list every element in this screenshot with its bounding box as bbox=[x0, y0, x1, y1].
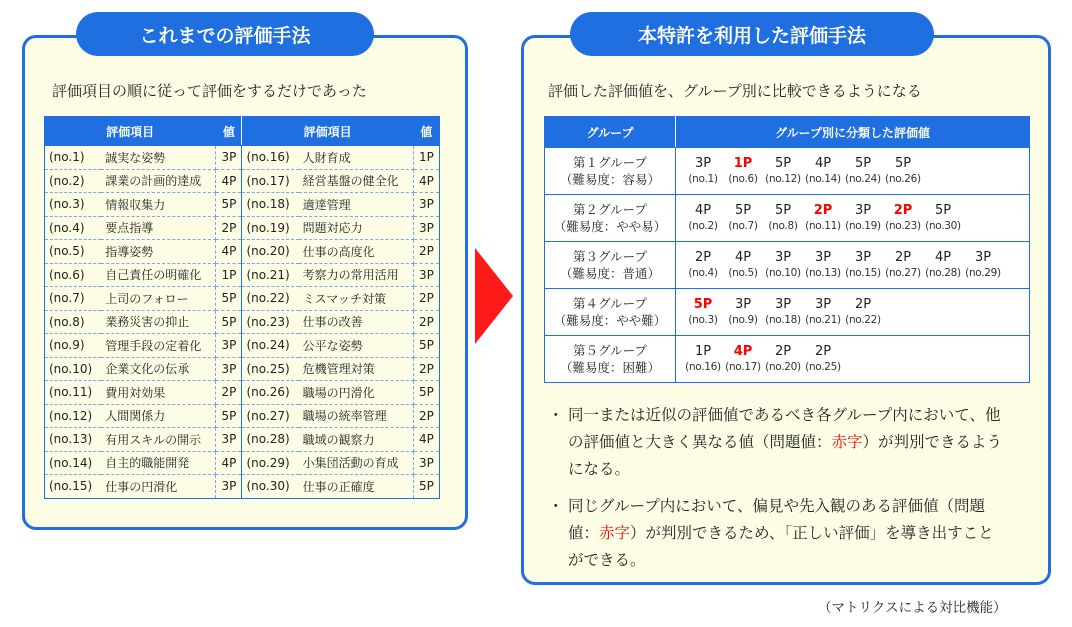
item-value: 3P bbox=[216, 146, 242, 170]
group-name-cell bbox=[545, 195, 676, 242]
group-item-number: (no.22) bbox=[845, 313, 881, 326]
group-value: 5P bbox=[854, 155, 872, 171]
left-panel-subtitle: 評価項目の順に従って評価をするだけであった bbox=[52, 82, 367, 100]
table-row bbox=[45, 428, 440, 452]
group-value-item bbox=[803, 156, 843, 187]
item-value: 3P bbox=[413, 451, 439, 475]
item-name: 情報収集力 bbox=[101, 193, 216, 217]
group-values bbox=[677, 156, 1028, 187]
group-values bbox=[677, 250, 1028, 281]
problem-value: 2P bbox=[893, 202, 913, 218]
item-value: 2P bbox=[413, 357, 439, 381]
item-number: (no.10) bbox=[45, 357, 102, 381]
group-values-cell bbox=[676, 336, 1030, 383]
item-name: 自己責任の明確化 bbox=[101, 263, 216, 287]
item-name: 企業文化の伝承 bbox=[101, 357, 216, 381]
group-item-number: (no.21) bbox=[805, 313, 841, 326]
group-difficulty: （難易度：やや易） bbox=[553, 219, 667, 234]
group-value: 2P bbox=[854, 296, 872, 312]
group-value-item bbox=[763, 250, 803, 281]
header-group: グループ bbox=[545, 117, 676, 148]
note-text-after: ）が判別できるため、「正しい評価」を導き出すことができる。 bbox=[568, 524, 994, 569]
table-row bbox=[545, 289, 1030, 336]
item-value: 3P bbox=[413, 193, 439, 217]
item-value: 3P bbox=[216, 334, 242, 358]
item-value: 2P bbox=[413, 240, 439, 264]
group-item-number: (no.24) bbox=[845, 172, 881, 185]
group-value: 3P bbox=[814, 249, 832, 265]
group-value-item bbox=[843, 297, 883, 328]
item-name: 費用対効果 bbox=[101, 381, 216, 405]
group-value: 2P bbox=[774, 343, 792, 359]
item-name: 仕事の改善 bbox=[299, 310, 414, 334]
item-number: (no.6) bbox=[45, 263, 102, 287]
item-name: 仕事の円滑化 bbox=[101, 475, 216, 499]
group-values-cell bbox=[676, 242, 1030, 289]
item-number: (no.28) bbox=[242, 428, 299, 452]
problem-value: 1P bbox=[733, 155, 753, 171]
group-name: 第３グループ bbox=[572, 249, 647, 264]
group-values bbox=[677, 344, 1028, 375]
group-value-item bbox=[883, 203, 923, 234]
item-value: 2P bbox=[413, 404, 439, 428]
item-value: 4P bbox=[216, 169, 242, 193]
group-value-item bbox=[843, 156, 883, 187]
group-value-item bbox=[963, 250, 1003, 281]
group-item-number: (no.27) bbox=[885, 266, 921, 279]
item-name: 業務災害の抑止 bbox=[101, 310, 216, 334]
note-text-after: ）が判別できるようになる。 bbox=[568, 433, 1003, 478]
item-value: 4P bbox=[413, 428, 439, 452]
caption: （マトリクスによる対比機能） bbox=[818, 600, 1007, 616]
table-row bbox=[45, 287, 440, 311]
group-item-number: (no.26) bbox=[885, 172, 921, 185]
left-panel-title: これまでの評価手法 bbox=[76, 12, 374, 56]
item-value: 2P bbox=[216, 381, 242, 405]
item-value: 3P bbox=[216, 475, 242, 499]
group-value-item bbox=[843, 203, 883, 234]
item-number: (no.2) bbox=[45, 169, 102, 193]
table-row bbox=[45, 475, 440, 499]
table-row bbox=[45, 146, 440, 170]
item-name: 誠実な姿勢 bbox=[101, 146, 216, 170]
item-value: 4P bbox=[413, 169, 439, 193]
group-value-item bbox=[683, 156, 723, 187]
table-row bbox=[45, 404, 440, 428]
group-item-number: (no.23) bbox=[885, 219, 921, 232]
table-row bbox=[545, 148, 1030, 195]
table-row bbox=[45, 334, 440, 358]
item-name: 仕事の正確度 bbox=[299, 475, 414, 499]
group-item-number: (no.30) bbox=[925, 219, 961, 232]
item-name: 経営基盤の健全化 bbox=[299, 169, 414, 193]
group-value: 2P bbox=[894, 249, 912, 265]
group-item-number: (no.25) bbox=[805, 360, 841, 373]
note-highlight: 赤字 bbox=[599, 524, 631, 542]
problem-value: 5P bbox=[693, 296, 713, 312]
item-value: 5P bbox=[216, 310, 242, 334]
item-value: 2P bbox=[216, 216, 242, 240]
group-value: 4P bbox=[814, 155, 832, 171]
group-value: 4P bbox=[734, 249, 752, 265]
item-number: (no.15) bbox=[45, 475, 102, 499]
group-values bbox=[677, 297, 1028, 328]
item-value: 5P bbox=[216, 404, 242, 428]
item-number: (no.14) bbox=[45, 451, 102, 475]
note-item bbox=[548, 493, 1008, 574]
header-item-2: 評価項目 bbox=[242, 117, 413, 146]
group-name-cell bbox=[545, 242, 676, 289]
group-item-number: (no.18) bbox=[765, 313, 801, 326]
group-item-number: (no.11) bbox=[805, 219, 841, 232]
group-value: 3P bbox=[974, 249, 992, 265]
item-value: 5P bbox=[216, 193, 242, 217]
header-item-1: 評価項目 bbox=[45, 117, 216, 146]
group-value-item bbox=[683, 297, 723, 328]
table-row bbox=[45, 451, 440, 475]
group-item-number: (no.3) bbox=[688, 313, 718, 326]
group-value-item bbox=[723, 250, 763, 281]
item-value: 3P bbox=[216, 428, 242, 452]
table-row bbox=[45, 193, 440, 217]
item-number: (no.12) bbox=[45, 404, 102, 428]
group-value-item bbox=[923, 203, 963, 234]
item-name: 人財育成 bbox=[299, 146, 414, 170]
table-row bbox=[45, 381, 440, 405]
group-item-number: (no.9) bbox=[728, 313, 758, 326]
group-value-item bbox=[883, 156, 923, 187]
item-value: 5P bbox=[216, 287, 242, 311]
group-item-number: (no.2) bbox=[688, 219, 718, 232]
group-name: 第４グループ bbox=[572, 296, 647, 311]
group-name: 第５グループ bbox=[572, 343, 647, 358]
group-item-number: (no.28) bbox=[925, 266, 961, 279]
item-name: 危機管理対策 bbox=[299, 357, 414, 381]
group-value: 3P bbox=[814, 296, 832, 312]
group-name-cell bbox=[545, 289, 676, 336]
table-row bbox=[45, 310, 440, 334]
item-name: 小集団活動の育成 bbox=[299, 451, 414, 475]
item-number: (no.20) bbox=[242, 240, 299, 264]
item-name: 自主的職能開発 bbox=[101, 451, 216, 475]
item-number: (no.23) bbox=[242, 310, 299, 334]
item-value: 5P bbox=[413, 334, 439, 358]
group-item-number: (no.1) bbox=[688, 172, 718, 185]
group-item-number: (no.19) bbox=[845, 219, 881, 232]
group-item-number: (no.17) bbox=[725, 360, 761, 373]
item-name: 問題対応力 bbox=[299, 216, 414, 240]
item-number: (no.4) bbox=[45, 216, 102, 240]
table-row bbox=[45, 240, 440, 264]
note-highlight: 赤字 bbox=[831, 433, 863, 451]
notes-list bbox=[548, 402, 1008, 584]
item-value: 4P bbox=[216, 240, 242, 264]
item-number: (no.18) bbox=[242, 193, 299, 217]
item-name: 職域の観察力 bbox=[299, 428, 414, 452]
table-row bbox=[45, 169, 440, 193]
item-number: (no.21) bbox=[242, 263, 299, 287]
item-name: 職場の円滑化 bbox=[299, 381, 414, 405]
group-value-item bbox=[683, 203, 723, 234]
item-number: (no.13) bbox=[45, 428, 102, 452]
item-number: (no.11) bbox=[45, 381, 102, 405]
group-item-number: (no.15) bbox=[845, 266, 881, 279]
group-item-number: (no.5) bbox=[728, 266, 758, 279]
item-name: 指導姿勢 bbox=[101, 240, 216, 264]
item-number: (no.1) bbox=[45, 146, 102, 170]
group-item-number: (no.13) bbox=[805, 266, 841, 279]
item-number: (no.9) bbox=[45, 334, 102, 358]
group-value-item bbox=[723, 156, 763, 187]
group-value: 3P bbox=[854, 249, 872, 265]
item-number: (no.25) bbox=[242, 357, 299, 381]
item-name: 職場の統率管理 bbox=[299, 404, 414, 428]
group-value: 3P bbox=[774, 249, 792, 265]
group-name-cell bbox=[545, 148, 676, 195]
group-value: 3P bbox=[694, 155, 712, 171]
group-name: 第２グループ bbox=[572, 202, 647, 217]
table-row bbox=[545, 195, 1030, 242]
group-value: 5P bbox=[734, 202, 752, 218]
group-value-item bbox=[763, 203, 803, 234]
right-panel-title: 本特許を利用した評価手法 bbox=[570, 12, 934, 56]
header-group-values: グループ別に分類した評価値 bbox=[676, 117, 1030, 148]
item-number: (no.17) bbox=[242, 169, 299, 193]
item-value: 5P bbox=[413, 381, 439, 405]
group-values-table bbox=[544, 116, 1030, 383]
item-number: (no.22) bbox=[242, 287, 299, 311]
group-value-item bbox=[763, 297, 803, 328]
group-item-number: (no.16) bbox=[685, 360, 721, 373]
group-value: 3P bbox=[774, 296, 792, 312]
group-item-number: (no.12) bbox=[765, 172, 801, 185]
item-number: (no.29) bbox=[242, 451, 299, 475]
group-item-number: (no.7) bbox=[728, 219, 758, 232]
group-value: 5P bbox=[774, 202, 792, 218]
item-name: 適達管理 bbox=[299, 193, 414, 217]
problem-value: 4P bbox=[733, 343, 753, 359]
item-number: (no.24) bbox=[242, 334, 299, 358]
item-number: (no.7) bbox=[45, 287, 102, 311]
group-name-cell bbox=[545, 336, 676, 383]
item-value: 2P bbox=[413, 287, 439, 311]
group-value-item bbox=[723, 297, 763, 328]
group-value-item bbox=[723, 344, 763, 375]
group-value: 4P bbox=[934, 249, 952, 265]
note-text bbox=[568, 493, 1008, 574]
header-value-1: 値 bbox=[216, 117, 242, 146]
group-values-cell bbox=[676, 148, 1030, 195]
group-difficulty: （難易度：やや難） bbox=[553, 313, 667, 328]
table-header-row bbox=[45, 117, 440, 146]
group-value: 5P bbox=[774, 155, 792, 171]
group-value-item bbox=[803, 203, 843, 234]
item-value: 3P bbox=[216, 357, 242, 381]
group-value: 3P bbox=[734, 296, 752, 312]
group-item-number: (no.29) bbox=[965, 266, 1001, 279]
table-row bbox=[545, 242, 1030, 289]
group-name: 第１グループ bbox=[572, 155, 647, 170]
group-value-item bbox=[803, 250, 843, 281]
table-row bbox=[45, 216, 440, 240]
group-value-item bbox=[683, 344, 723, 375]
item-value: 5P bbox=[413, 475, 439, 499]
table-row bbox=[45, 263, 440, 287]
group-value: 5P bbox=[894, 155, 912, 171]
bullet-icon: ・ bbox=[548, 497, 564, 515]
group-value-item bbox=[763, 344, 803, 375]
group-values-cell bbox=[676, 289, 1030, 336]
item-number: (no.8) bbox=[45, 310, 102, 334]
group-value-item bbox=[803, 297, 843, 328]
group-difficulty: （難易度：容易） bbox=[559, 172, 660, 187]
item-name: 人間関係力 bbox=[101, 404, 216, 428]
item-name: 公平な姿勢 bbox=[299, 334, 414, 358]
group-value-item bbox=[803, 344, 843, 375]
group-item-number: (no.4) bbox=[688, 266, 718, 279]
group-values bbox=[677, 203, 1028, 234]
group-value-item bbox=[923, 250, 963, 281]
item-number: (no.5) bbox=[45, 240, 102, 264]
item-value: 3P bbox=[413, 263, 439, 287]
evaluation-items-table bbox=[44, 116, 440, 499]
group-value: 1P bbox=[694, 343, 712, 359]
item-value: 3P bbox=[413, 216, 439, 240]
item-name: 管理手段の定着化 bbox=[101, 334, 216, 358]
group-value-item bbox=[723, 203, 763, 234]
group-item-number: (no.10) bbox=[765, 266, 801, 279]
item-number: (no.27) bbox=[242, 404, 299, 428]
item-number: (no.3) bbox=[45, 193, 102, 217]
group-difficulty: （難易度：困難） bbox=[559, 360, 660, 375]
group-item-number: (no.8) bbox=[768, 219, 798, 232]
item-number: (no.19) bbox=[242, 216, 299, 240]
group-difficulty: （難易度：普通） bbox=[559, 266, 660, 281]
arrow-right-icon bbox=[475, 248, 513, 344]
group-item-number: (no.14) bbox=[805, 172, 841, 185]
group-values-cell bbox=[676, 195, 1030, 242]
group-value-item bbox=[763, 156, 803, 187]
group-table-header-row bbox=[545, 117, 1030, 148]
group-value: 5P bbox=[934, 202, 952, 218]
group-value-item bbox=[683, 250, 723, 281]
item-number: (no.26) bbox=[242, 381, 299, 405]
table-row bbox=[45, 357, 440, 381]
item-value: 1P bbox=[413, 146, 439, 170]
item-name: 課業の計画的達成 bbox=[101, 169, 216, 193]
table-row bbox=[545, 336, 1030, 383]
item-value: 1P bbox=[216, 263, 242, 287]
note-text-before: 同じグループ内において、偏見や先入観のある評価値（問題値： bbox=[568, 497, 985, 542]
item-name: 要点指導 bbox=[101, 216, 216, 240]
item-number: (no.30) bbox=[242, 475, 299, 499]
item-name: 上司のフォロー bbox=[101, 287, 216, 311]
item-value: 4P bbox=[216, 451, 242, 475]
note-item bbox=[548, 402, 1008, 483]
group-value: 3P bbox=[854, 202, 872, 218]
group-item-number: (no.6) bbox=[728, 172, 758, 185]
item-name: 仕事の高度化 bbox=[299, 240, 414, 264]
group-value: 2P bbox=[814, 343, 832, 359]
group-value-item bbox=[843, 250, 883, 281]
bullet-icon: ・ bbox=[548, 406, 564, 424]
group-value: 4P bbox=[694, 202, 712, 218]
group-item-number: (no.20) bbox=[765, 360, 801, 373]
right-panel-subtitle: 評価した評価値を、グループ別に比較できるようになる bbox=[548, 82, 922, 100]
item-number: (no.16) bbox=[242, 146, 299, 170]
item-name: 有用スキルの開示 bbox=[101, 428, 216, 452]
note-text-before: 同一または近似の評価値であるべき各グループ内において、他の評価値と大きく異なる値（問題値： bbox=[568, 406, 1001, 451]
note-text bbox=[568, 402, 1008, 483]
item-value: 2P bbox=[413, 310, 439, 334]
problem-value: 2P bbox=[813, 202, 833, 218]
header-value-2: 値 bbox=[413, 117, 439, 146]
group-value-item bbox=[883, 250, 923, 281]
item-name: ミスマッチ対策 bbox=[299, 287, 414, 311]
group-value: 2P bbox=[694, 249, 712, 265]
item-name: 考察力の常用活用 bbox=[299, 263, 414, 287]
